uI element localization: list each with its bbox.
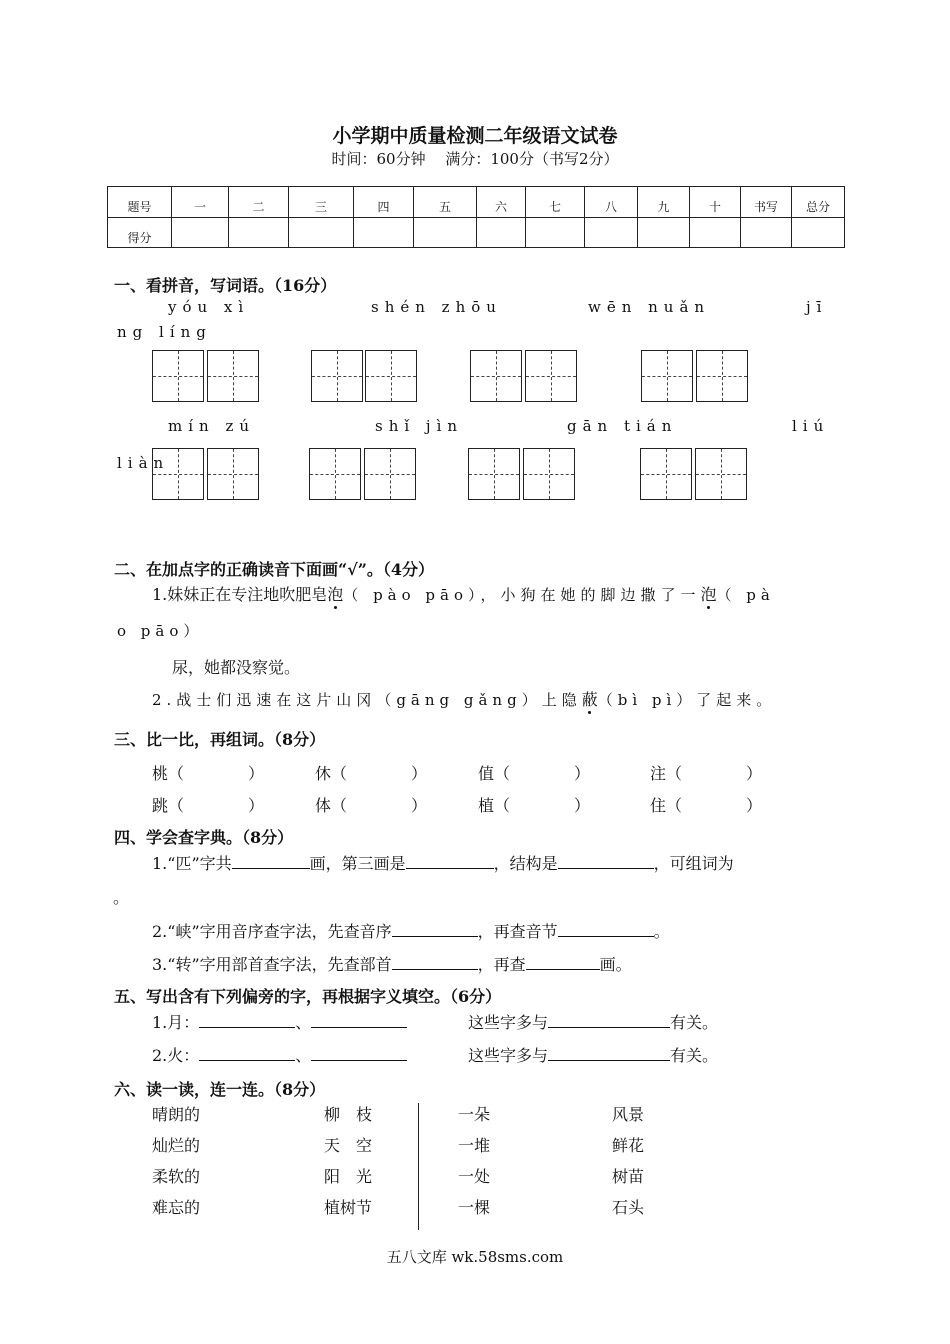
writing-grid-box[interactable] — [696, 350, 748, 402]
answer-blank[interactable] — [232, 854, 310, 869]
question-text: 2.战士们迅速在这片山冈（gāng gǎng）上隐 — [152, 691, 582, 709]
question-5-2-tail — [468, 1043, 718, 1066]
col-header-cell: 二 — [229, 187, 289, 218]
question-text: ，可组词为 — [653, 854, 734, 873]
dotted-character: 泡 — [700, 585, 717, 604]
score-value-row — [108, 218, 845, 248]
divider — [418, 1103, 419, 1230]
answer-blank[interactable] — [392, 922, 478, 937]
writing-grid-box[interactable] — [365, 350, 417, 402]
score-cell[interactable] — [229, 218, 289, 248]
pinyin: jī — [806, 298, 828, 316]
question-text: 1.妹妹正在专注地吹肥皂 — [152, 585, 328, 604]
answer-blank[interactable] — [558, 922, 654, 937]
match-item[interactable]: 晴朗的 — [152, 1105, 201, 1124]
answer-blank[interactable] — [548, 1013, 670, 1028]
question-2-1 — [152, 582, 775, 605]
pinyin: gān tián — [567, 417, 678, 435]
match-item[interactable]: 一处 — [458, 1167, 491, 1186]
score-cell[interactable] — [741, 218, 792, 248]
score-label-cell: 得分 — [108, 218, 172, 248]
section-4-heading: 四、学会查字典。（8分） — [114, 828, 294, 847]
writing-grid-box[interactable] — [468, 448, 520, 500]
question-5-1-tail — [468, 1010, 718, 1033]
question-wrap: 。 — [113, 888, 130, 907]
col-header-cell: 一 — [172, 187, 229, 218]
exam-info: 时间：60分钟 满分：100分（书写2分） — [331, 150, 619, 168]
pinyin: mín zú — [168, 417, 256, 435]
match-item[interactable]: 一朵 — [458, 1105, 491, 1124]
score-cell[interactable] — [172, 218, 229, 248]
section-5-heading: 五、写出含有下列偏旁的字，再根据字义填空。（6分） — [114, 987, 502, 1006]
question-5-2 — [152, 1043, 407, 1066]
col-header-cell: 七 — [526, 187, 585, 218]
score-cell[interactable] — [792, 218, 845, 248]
col-header-cell: 八 — [585, 187, 638, 218]
question-text: 画，第三画是 — [309, 854, 406, 873]
score-cell[interactable] — [289, 218, 354, 248]
question-text: （ pào pāo），小狗在她的脚边撒了一 — [343, 586, 701, 604]
score-header-row — [108, 187, 845, 218]
score-table — [107, 186, 845, 248]
question-text: 画。 — [599, 955, 632, 974]
section-1-heading: 一、看拼音，写词语。（16分） — [114, 276, 337, 295]
match-item[interactable]: 阳 光 — [324, 1167, 373, 1186]
dotted-character: 泡 — [327, 585, 344, 604]
question-text: ，结构是 — [493, 854, 558, 873]
col-header-cell: 九 — [638, 187, 690, 218]
pinyin-wrap: ng líng — [117, 323, 212, 341]
score-cell[interactable] — [690, 218, 741, 248]
question-text: 2.火： — [152, 1046, 200, 1065]
question-text: ，再查音节 — [477, 922, 558, 941]
question-text: 有关。 — [670, 1013, 719, 1032]
writing-grid-box[interactable] — [207, 448, 259, 500]
match-item[interactable]: 灿烂的 — [152, 1136, 201, 1155]
writing-grid-box[interactable] — [695, 448, 747, 500]
match-item[interactable]: 树苗 — [612, 1167, 645, 1186]
writing-grid-box[interactable] — [207, 350, 259, 402]
score-cell[interactable] — [414, 218, 477, 248]
col-header-cell: 四 — [354, 187, 414, 218]
compare-item: 跳（ ） — [152, 796, 265, 815]
pinyin: yóu xì — [168, 298, 250, 316]
match-item[interactable]: 石头 — [612, 1198, 645, 1217]
compare-item: 桃（ ） — [152, 764, 265, 783]
compare-item: 住（ ） — [650, 796, 763, 815]
answer-blank[interactable] — [558, 854, 654, 869]
separator: 、 — [295, 1013, 312, 1032]
pinyin: wēn nuǎn — [588, 298, 711, 316]
writing-grid-box[interactable] — [152, 448, 204, 500]
answer-blank[interactable] — [406, 854, 494, 869]
compare-item: 休（ ） — [315, 764, 428, 783]
writing-grid-box[interactable] — [364, 448, 416, 500]
pinyin: shén zhōu — [371, 298, 502, 316]
section-3-heading: 三、比一比，再组词。（8分） — [114, 730, 326, 749]
question-4-3 — [152, 952, 632, 975]
compare-item: 值（ ） — [478, 764, 591, 783]
question-5-1 — [152, 1010, 407, 1033]
answer-blank[interactable] — [199, 1046, 295, 1061]
score-cell[interactable] — [585, 218, 638, 248]
question-wrap: o pāo） — [117, 622, 204, 640]
match-item[interactable]: 柳 枝 — [324, 1105, 373, 1124]
pinyin-wrap: liàn — [117, 454, 170, 472]
pinyin: liú — [792, 417, 830, 435]
question-4-1 — [152, 851, 734, 874]
footer-watermark: 五八文库 wk.58sms.com — [386, 1248, 564, 1266]
answer-blank[interactable] — [392, 955, 478, 970]
match-item[interactable]: 一堆 — [458, 1136, 491, 1155]
section-2-heading: 二、在加点字的正确读音下面画“√”。（4分） — [114, 560, 435, 579]
match-item[interactable]: 一棵 — [458, 1198, 491, 1217]
match-item[interactable]: 鲜花 — [612, 1136, 645, 1155]
answer-blank[interactable] — [526, 955, 600, 970]
question-text: 尿，她都没察觉。 — [172, 658, 301, 677]
row-header-cell: 题号 — [108, 187, 172, 218]
question-text: 这些字多与 — [468, 1013, 549, 1032]
match-item[interactable]: 植树节 — [324, 1198, 373, 1217]
col-header-cell: 六 — [477, 187, 526, 218]
question-text: 这些字多与 — [468, 1046, 549, 1065]
col-header-cell: 十 — [690, 187, 741, 218]
score-cell[interactable] — [477, 218, 526, 248]
question-4-2 — [152, 919, 670, 942]
writing-grid-box[interactable] — [311, 350, 363, 402]
col-header-cell: 总分 — [792, 187, 845, 218]
col-header-cell: 五 — [414, 187, 477, 218]
writing-grid-box[interactable] — [523, 448, 575, 500]
question-text: 。 — [653, 922, 670, 941]
writing-grid-box[interactable] — [152, 350, 204, 402]
col-header-cell: 三 — [289, 187, 354, 218]
col-header-cell: 书写 — [741, 187, 792, 218]
match-item[interactable]: 柔软的 — [152, 1167, 201, 1186]
question-text: 有关。 — [670, 1046, 719, 1065]
compare-item: 体（ ） — [315, 796, 428, 815]
score-cell[interactable] — [526, 218, 585, 248]
writing-grid-box[interactable] — [640, 448, 692, 500]
question-2-2 — [152, 687, 776, 710]
question-text: （bì pì）了起来。 — [597, 691, 777, 709]
section-6-heading: 六、读一读，连一连。（8分） — [114, 1080, 326, 1099]
question-text: 2.“峡”字用音序查字法，先查音序 — [152, 922, 392, 941]
answer-blank[interactable] — [311, 1046, 407, 1061]
writing-grid-box[interactable] — [309, 448, 361, 500]
question-text: 1.月： — [152, 1013, 200, 1032]
answer-blank[interactable] — [199, 1013, 295, 1028]
answer-blank[interactable] — [311, 1013, 407, 1028]
question-text: ，再查 — [477, 955, 526, 974]
writing-grid-box[interactable] — [641, 350, 693, 402]
score-cell[interactable] — [354, 218, 414, 248]
dotted-character: 蔽 — [581, 690, 598, 709]
score-cell[interactable] — [638, 218, 690, 248]
question-text: 1.“匹”字共 — [152, 854, 232, 873]
page-title: 小学期中质量检测二年级语文试卷 — [332, 125, 618, 147]
separator: 、 — [295, 1046, 312, 1065]
match-item[interactable]: 难忘的 — [152, 1198, 201, 1217]
question-text: （ pà — [716, 586, 775, 604]
writing-grid-box[interactable] — [525, 350, 577, 402]
match-item[interactable]: 风景 — [612, 1105, 645, 1124]
compare-item: 注（ ） — [650, 764, 763, 783]
answer-blank[interactable] — [548, 1046, 670, 1061]
compare-item: 植（ ） — [478, 796, 591, 815]
writing-grid-box[interactable] — [470, 350, 522, 402]
pinyin: shǐ jìn — [375, 417, 464, 435]
question-text: 3.“转”字用部首查字法，先查部首 — [152, 955, 392, 974]
match-item[interactable]: 天 空 — [324, 1136, 373, 1155]
